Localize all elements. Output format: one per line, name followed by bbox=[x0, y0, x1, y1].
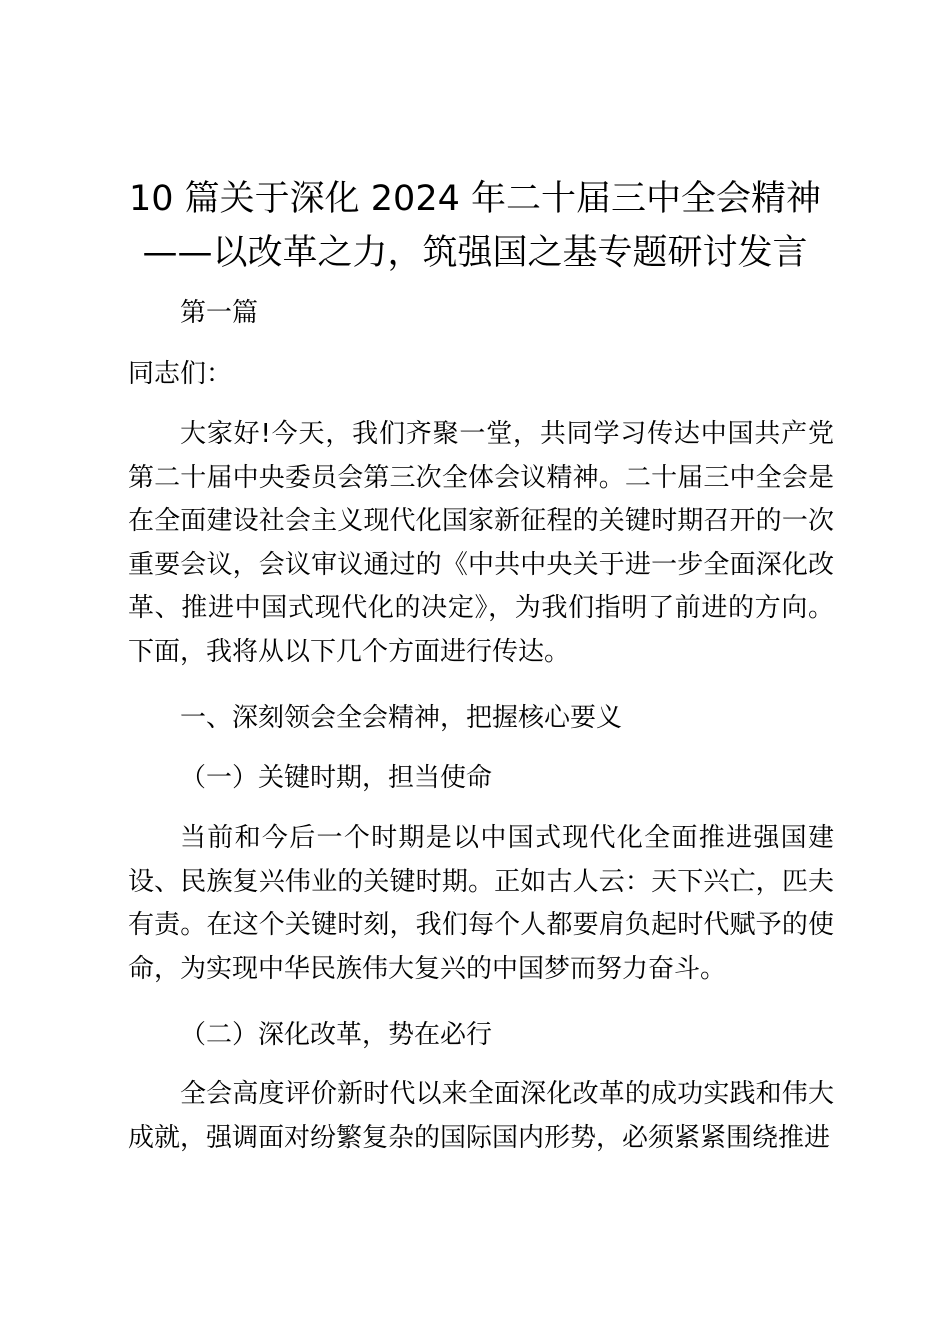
heading-section-1: 一、深刻领会全会精神，把握核心要义 bbox=[180, 703, 623, 733]
document-title-line-2: ——以改革之力，筑强国之基专题研讨发言 bbox=[142, 233, 808, 273]
subheading-1-1: （一）关键时期，担当使命 bbox=[180, 763, 493, 793]
paragraph-intro: 大家好!今天，我们齐聚一堂，共同学习传达中国共产党第二十届中央委员会第三次全体会议精神。二十届三中全会是在全面建设社会主义现代化国家新征程的关键时期召开的一次重要会议，会议审议通过的《中共中央关于进一步全面深化改革、推进中国式现代化的决定》，为我们指明了前进的方向。下面，我将从以下几个方面进行传达。 bbox=[128, 419, 834, 667]
subheading-1-2: （二）深化改革，势在必行 bbox=[180, 1020, 493, 1050]
paragraph-critical-period: 当前和今后一个时期是以中国式现代化全面推进强国建设、民族复兴伟业的关键时期。正如古人云：天下兴亡，匹夫有责。在这个关键时刻，我们每个人都要肩负起时代赋予的使命，为实现中华民族伟大复兴的中国梦而努力奋斗。 bbox=[128, 823, 834, 984]
document-title-line-1: 10 篇关于深化 2024 年二十届三中全会精神 bbox=[129, 179, 821, 219]
salutation: 同志们： bbox=[128, 359, 233, 389]
section-label: 第一篇 bbox=[180, 298, 259, 328]
paragraph-deepen-reform: 全会高度评价新时代以来全面深化改革的成功实践和伟大成就，强调面对纷繁复杂的国际国内形势，必须紧紧围绕推进 bbox=[128, 1079, 834, 1153]
